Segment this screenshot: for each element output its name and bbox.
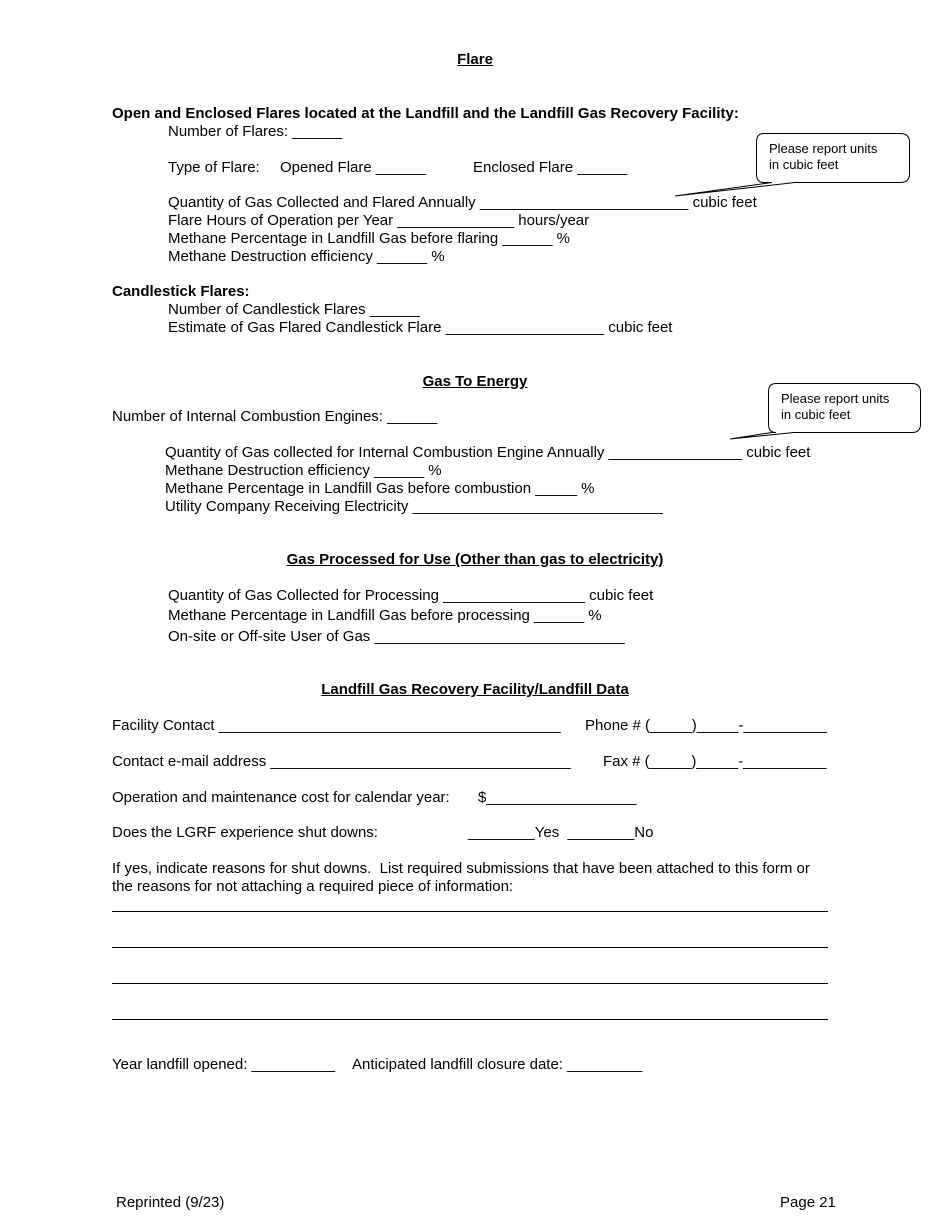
closure-date-field[interactable]: Anticipated landfill closure date: _________	[352, 1056, 643, 1073]
om-cost-label: Operation and maintenance cost for calendar year:	[112, 789, 450, 806]
methane-percentage-flaring-field[interactable]: Methane Percentage in Landfill Gas before flaring ______ %	[168, 230, 570, 247]
phone-field[interactable]: Phone # (_____)_____-__________	[585, 717, 827, 734]
om-cost-field[interactable]: $__________________	[478, 789, 637, 806]
methane-percentage-processing-field[interactable]: Methane Percentage in Landfill Gas before processing ______ %	[168, 607, 602, 624]
gas-user-field[interactable]: On-site or Off-site User of Gas ______________________________	[168, 628, 625, 645]
contact-email-field[interactable]: Contact e-mail address ____________________________________	[112, 753, 571, 770]
reasons-line-3[interactable]	[112, 983, 828, 984]
gas-processed-title: Gas Processed for Use (Other than gas to electricity)	[286, 551, 664, 568]
utility-company-field[interactable]: Utility Company Receiving Electricity ______________________________	[165, 498, 663, 515]
reasons-line-4[interactable]	[112, 1019, 828, 1020]
shutdowns-options[interactable]: ________Yes ________No	[468, 824, 654, 841]
number-of-flares-field[interactable]: Number of Flares: ______	[168, 123, 343, 140]
num-candlestick-field[interactable]: Number of Candlestick Flares ______	[168, 301, 420, 318]
reasons-line-1[interactable]	[112, 911, 828, 912]
shutdowns-label: Does the LGRF experience shut downs:	[112, 824, 378, 841]
facility-contact-field[interactable]: Facility Contact _________________________________________	[112, 717, 561, 734]
reasons-text-line1: If yes, indicate reasons for shut downs. List required submissions that have been attached to this form or	[112, 860, 810, 877]
flare-title: Flare	[457, 51, 493, 68]
qty-collected-engine-field[interactable]: Quantity of Gas collected for Internal Combustion Engine Annually ________________ cubic feet	[165, 444, 811, 461]
enclosed-flare-field[interactable]: Enclosed Flare ______	[473, 159, 628, 176]
candlestick-heading: Candlestick Flares:	[112, 283, 250, 300]
year-opened-field[interactable]: Year landfill opened: __________	[112, 1056, 335, 1073]
reasons-line-2[interactable]	[112, 947, 828, 948]
flare-hours-field[interactable]: Flare Hours of Operation per Year ______________ hours/year	[168, 212, 590, 229]
callout-text: Please report units in cubic feet	[781, 391, 890, 422]
footer-page-number: Page 21	[780, 1194, 836, 1211]
reasons-text-line2: the reasons for not attaching a required piece of information:	[112, 878, 514, 895]
destruction-efficiency-engine-field[interactable]: Methane Destruction efficiency ______ %	[165, 462, 442, 479]
gas-to-energy-title: Gas To Energy	[422, 373, 528, 390]
estimate-candlestick-field[interactable]: Estimate of Gas Flared Candlestick Flare ___________________ cubic feet	[168, 319, 673, 336]
opened-flare-field[interactable]: Opened Flare ______	[280, 159, 426, 176]
open-enclosed-heading: Open and Enclosed Flares located at the Landfill and the Landfill Gas Recovery Facility:	[112, 105, 739, 122]
facility-data-title: Landfill Gas Recovery Facility/Landfill Data	[321, 681, 629, 698]
qty-collected-flared-field[interactable]: Quantity of Gas Collected and Flared Annually _________________________ cubic feet	[168, 194, 757, 211]
callout-text: Please report units in cubic feet	[769, 141, 878, 172]
methane-percentage-combustion-field[interactable]: Methane Percentage in Landfill Gas before combustion _____ %	[165, 480, 595, 497]
destruction-efficiency-flare-field[interactable]: Methane Destruction efficiency ______ %	[168, 248, 445, 265]
units-callout-energy	[728, 382, 928, 442]
num-engines-field[interactable]: Number of Internal Combustion Engines: ______	[112, 408, 438, 425]
fax-field[interactable]: Fax # (_____)_____-__________	[603, 753, 827, 770]
units-callout-flare	[672, 132, 912, 202]
qty-processing-field[interactable]: Quantity of Gas Collected for Processing _________________ cubic feet	[168, 587, 654, 604]
type-of-flare-label: Type of Flare:	[168, 159, 260, 176]
footer-reprinted: Reprinted (9/23)	[116, 1194, 225, 1211]
